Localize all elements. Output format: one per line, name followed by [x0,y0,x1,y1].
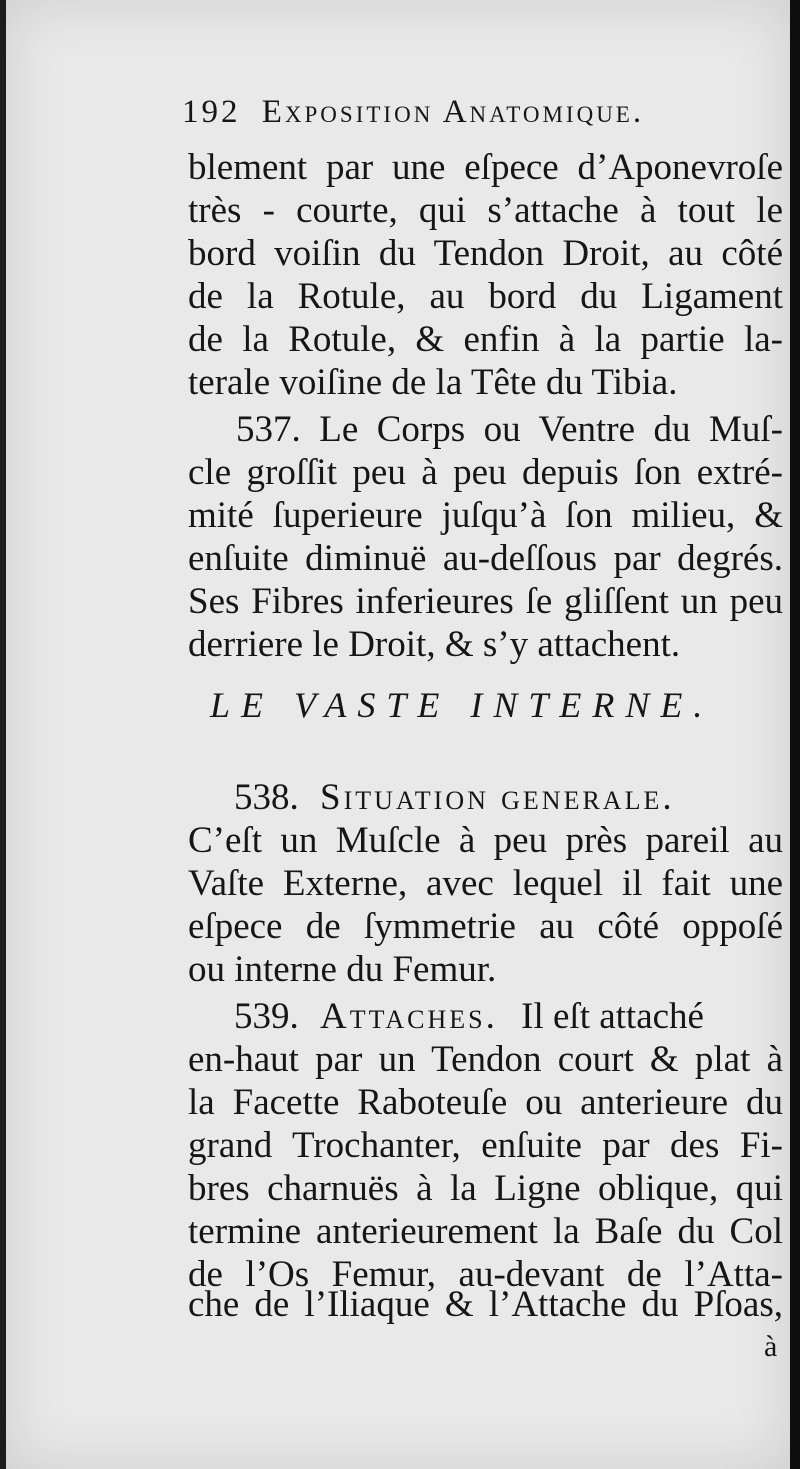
text-line: ou interne du Femur. [188,949,497,990]
text-line: derriere le Droit, & s’y attachent. [188,624,681,665]
text-line: cle groſſit peu à peu depuis ſon extré- [188,452,783,493]
running-title: Exposition Anatomique. [261,94,645,130]
paragraph-text: Il eſt attaché [521,996,704,1037]
catchword: à [764,1330,778,1363]
paragraph-number: 539. [234,996,299,1037]
text-line: enſuite diminuë au-deſſous par degrés. [188,538,783,579]
paragraph-538-heading [234,776,783,820]
text-line: Ses Fibres inferieures ſe gliſſent un peu [188,581,783,622]
page-number: 192 [182,94,241,130]
text-line: en-haut par un Tendon court & plat à [188,1039,783,1080]
paragraph-539-heading [234,995,783,1039]
text-line: mité ſuperieure juſqu’à ſon milieu, & [188,495,783,536]
text-line: de la Rotule, au bord du Ligament [188,276,783,317]
section-heading: LE VASTE INTERNE. [210,685,714,725]
book-page [6,0,790,1469]
paragraph-537-first-line: 537. Le Corps ou Ventre du Muſ- [236,409,783,450]
text-line: la Facette Raboteuſe ou anterieure du [188,1082,783,1123]
running-header [182,94,782,131]
text-line: grand Trochanter, enſuite par des Fi- [188,1125,783,1166]
text-line: che de l’Iliaque & l’Attache du Pſoas, [188,1284,783,1325]
text-line: blement par une eſpece d’Aponevroſe [188,147,783,188]
text-line: de la Rotule, & enfin à la partie la- [188,319,783,360]
text-line: termine anterieurement la Baſe du Col [188,1211,783,1252]
text-line: bord voiſin du Tendon Droit, au côté [188,233,783,274]
paragraph-title: Situation generale. [320,777,675,818]
text-line: eſpece de ſymmetrie au côté oppoſé [188,906,783,947]
text-line: Vaſte Externe, avec lequel il fait une [188,863,783,904]
text-line: de l’Os Femur, au-devant de l’Atta- [188,1254,783,1295]
paragraph-number: 538. [234,777,299,818]
page-edge-shadow [790,0,800,1469]
text-line: bres charnuës à la Ligne oblique, qui [188,1168,783,1209]
text-line: très - courte, qui s’attache à tout le [188,190,783,231]
text-line: C’eſt un Muſcle à peu près pareil au [188,820,783,861]
text-line: terale voiſine de la Tête du Tibia. [188,362,678,403]
paragraph-title: Attaches. [320,996,498,1037]
